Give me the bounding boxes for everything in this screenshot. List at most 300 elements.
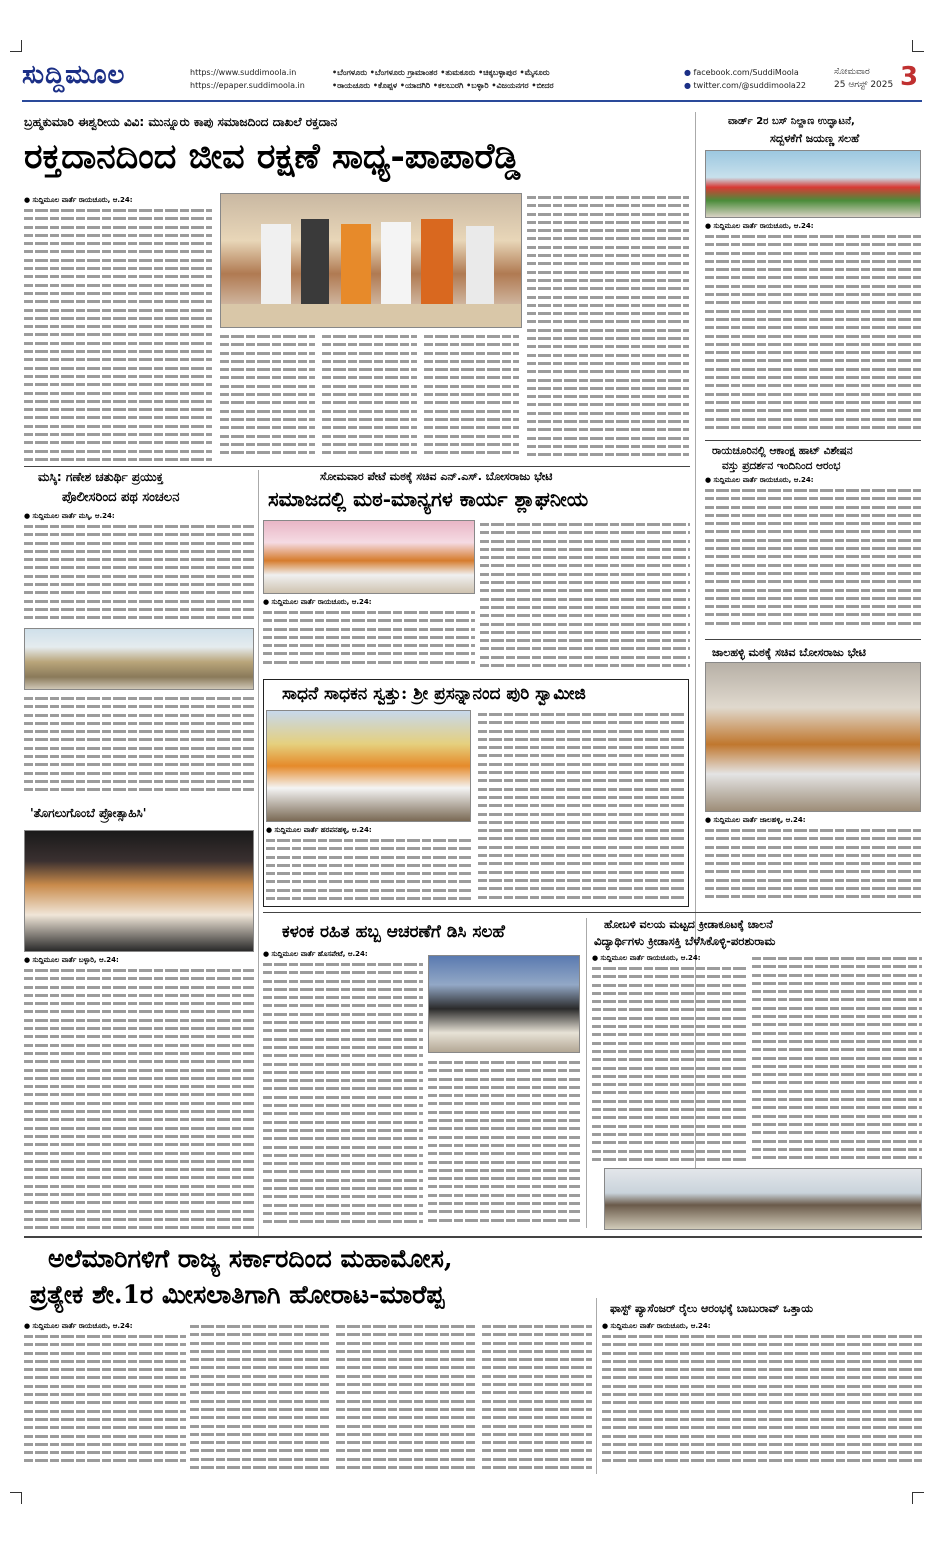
text-line bbox=[24, 580, 254, 588]
text-line bbox=[428, 1066, 580, 1074]
epaper-url[interactable]: https://epaper.suddimoola.in bbox=[190, 81, 305, 90]
puppet-photo bbox=[24, 830, 254, 952]
text-line bbox=[24, 999, 254, 1007]
text-line bbox=[24, 1132, 254, 1140]
text-line bbox=[263, 1068, 423, 1076]
text-line bbox=[527, 450, 689, 458]
text-line bbox=[602, 1332, 922, 1340]
text-line bbox=[24, 256, 212, 264]
text-line bbox=[24, 1340, 186, 1348]
website-links bbox=[190, 66, 305, 92]
text-line bbox=[24, 430, 212, 438]
text-line bbox=[592, 1005, 747, 1013]
text-line bbox=[24, 239, 212, 247]
text-line bbox=[263, 1101, 423, 1109]
text-line bbox=[592, 1130, 747, 1138]
text-line bbox=[190, 1413, 330, 1421]
text-line bbox=[752, 1045, 922, 1053]
jalahalli-body bbox=[705, 826, 921, 904]
text-line bbox=[602, 1340, 922, 1348]
text-line bbox=[266, 877, 471, 885]
text-line bbox=[705, 834, 921, 842]
text-line bbox=[602, 1349, 922, 1357]
text-line bbox=[428, 1191, 580, 1199]
page-number: 3 bbox=[900, 62, 919, 92]
text-line bbox=[336, 1430, 476, 1438]
text-line bbox=[752, 1062, 922, 1070]
text-line bbox=[480, 586, 690, 594]
bus-stop-photo bbox=[705, 150, 921, 218]
lead-headline: ರಕ್ತದಾನದಿಂದ ಜೀವ ರಕ್ಷಣೆ ಸಾಧ್ಯ-ಪಾಪಾರೆಡ್ಡಿ bbox=[24, 136, 521, 177]
text-line bbox=[263, 968, 423, 976]
text-line bbox=[263, 985, 423, 993]
text-line bbox=[478, 876, 686, 884]
text-line bbox=[24, 1432, 186, 1440]
text-line bbox=[527, 268, 689, 276]
swamiji-headline: ಸಾಧನೆ ಸಾಧಕನ ಸ್ವತ್ತು: ಶ್ರೀ ಪ್ರಸನ್ನಾನಂದ ಪುರಿ ಸ್ವಾಮೀಜಿ bbox=[282, 684, 586, 704]
text-line bbox=[705, 332, 921, 340]
text-line bbox=[480, 528, 690, 536]
bottom-body-1 bbox=[24, 1332, 186, 1472]
text-line bbox=[266, 894, 471, 902]
text-line bbox=[24, 974, 254, 982]
akanksha-body bbox=[705, 486, 921, 634]
text-line bbox=[24, 1365, 186, 1373]
date: 25 ಆಗಸ್ಟ್ 2025 bbox=[834, 80, 894, 90]
text-line bbox=[24, 1448, 186, 1456]
text-line bbox=[478, 785, 686, 793]
text-line bbox=[592, 1030, 747, 1038]
text-line bbox=[478, 818, 686, 826]
text-line bbox=[322, 340, 417, 348]
text-line bbox=[24, 572, 254, 580]
text-line bbox=[705, 423, 921, 431]
festival-body-1 bbox=[263, 960, 423, 1230]
text-line bbox=[24, 1182, 254, 1190]
text-line bbox=[602, 1448, 922, 1456]
text-line bbox=[752, 1029, 922, 1037]
text-line bbox=[24, 438, 212, 446]
text-line bbox=[705, 315, 921, 323]
text-line bbox=[24, 744, 254, 752]
text-line bbox=[24, 330, 212, 338]
text-line bbox=[527, 359, 689, 367]
text-line bbox=[482, 1405, 592, 1413]
bottom-byline: ● ಸುದ್ದಿಮೂಲ ವಾರ್ತೆ ರಾಯಚೂರು, ಆ.24: bbox=[24, 1322, 133, 1330]
text-line bbox=[24, 281, 212, 289]
text-line bbox=[705, 298, 921, 306]
text-line bbox=[592, 997, 747, 1005]
text-line bbox=[424, 407, 519, 415]
text-line bbox=[24, 455, 212, 463]
text-line bbox=[24, 1115, 254, 1123]
text-line bbox=[482, 1363, 592, 1371]
text-line bbox=[263, 1159, 423, 1167]
text-line bbox=[602, 1456, 922, 1464]
text-line bbox=[592, 1022, 747, 1030]
text-line bbox=[592, 1147, 747, 1155]
text-line bbox=[752, 1095, 922, 1103]
registration-mark bbox=[10, 40, 22, 52]
text-line bbox=[480, 603, 690, 611]
text-line bbox=[478, 768, 686, 776]
text-line bbox=[705, 365, 921, 373]
text-line bbox=[527, 309, 689, 317]
text-line bbox=[24, 983, 254, 991]
text-line bbox=[705, 594, 921, 602]
text-line bbox=[705, 859, 921, 867]
text-line bbox=[24, 214, 212, 222]
text-line bbox=[482, 1455, 592, 1463]
text-line bbox=[263, 625, 475, 633]
text-line bbox=[24, 760, 254, 768]
text-line bbox=[24, 1423, 186, 1431]
text-line bbox=[263, 977, 423, 985]
text-line bbox=[24, 1440, 186, 1448]
text-line bbox=[428, 1174, 580, 1182]
text-line bbox=[24, 306, 212, 314]
text-line bbox=[24, 1357, 186, 1365]
text-line bbox=[24, 1032, 254, 1040]
text-line bbox=[752, 1112, 922, 1120]
text-line bbox=[24, 719, 254, 727]
text-line bbox=[478, 735, 686, 743]
text-line bbox=[527, 234, 689, 242]
bottom-body-2 bbox=[190, 1322, 330, 1472]
text-line bbox=[263, 1209, 423, 1217]
text-line bbox=[602, 1382, 922, 1390]
text-line bbox=[602, 1432, 922, 1440]
text-line bbox=[24, 247, 212, 255]
text-line bbox=[478, 801, 686, 809]
lead-byline: ● ಸುದ್ದಿಮೂಲ ವಾರ್ತೆ ರಾಯಚೂರು, ಆ.24: bbox=[24, 196, 133, 204]
lead-body-col5 bbox=[527, 193, 689, 463]
jalahalli-photo bbox=[705, 662, 921, 812]
text-line bbox=[322, 357, 417, 365]
text-line bbox=[592, 972, 747, 980]
text-line bbox=[480, 578, 690, 586]
text-line bbox=[602, 1407, 922, 1415]
text-line bbox=[478, 834, 686, 842]
text-line bbox=[336, 1446, 476, 1454]
text-line bbox=[24, 1157, 254, 1165]
text-line bbox=[527, 201, 689, 209]
text-line bbox=[480, 561, 690, 569]
text-line bbox=[190, 1330, 330, 1338]
column-rule bbox=[596, 1298, 597, 1474]
text-line bbox=[424, 440, 519, 448]
lead-body-col1 bbox=[24, 206, 212, 464]
text-line bbox=[24, 613, 254, 621]
text-line bbox=[752, 954, 922, 962]
text-line bbox=[752, 1153, 922, 1161]
text-line bbox=[752, 1128, 922, 1136]
text-line bbox=[263, 1051, 423, 1059]
festival-headline: ಕಳಂಕ ರಹಿತ ಹಬ್ಬ ಆಚರಣೆಗೆ ಡಿಸಿ ಸಲಹೆ bbox=[282, 922, 505, 942]
text-line bbox=[24, 1173, 254, 1181]
text-line bbox=[24, 397, 212, 405]
text-line bbox=[482, 1463, 592, 1471]
text-line bbox=[263, 1151, 423, 1159]
text-line bbox=[24, 547, 254, 555]
puppet-body bbox=[24, 966, 254, 1234]
text-line bbox=[336, 1347, 476, 1355]
text-line bbox=[263, 1118, 423, 1126]
festival-photo bbox=[428, 955, 580, 1053]
text-line bbox=[220, 382, 315, 390]
text-line bbox=[263, 1143, 423, 1151]
text-line bbox=[527, 417, 689, 425]
text-line bbox=[220, 407, 315, 415]
text-line bbox=[482, 1380, 592, 1388]
text-line bbox=[428, 1166, 580, 1174]
text-line bbox=[24, 563, 254, 571]
facebook-icon: ● bbox=[684, 68, 691, 77]
text-line bbox=[220, 390, 315, 398]
twitter-link[interactable] bbox=[684, 79, 806, 92]
text-line bbox=[428, 1182, 580, 1190]
text-line bbox=[527, 218, 689, 226]
text-line bbox=[336, 1405, 476, 1413]
text-line bbox=[752, 979, 922, 987]
website-url[interactable]: https://www.suddimoola.in bbox=[190, 68, 297, 77]
text-line bbox=[424, 340, 519, 348]
jalahalli-headline: ಜಾಲಹಳ್ಳಿ ಮಠಕ್ಕೆ ಸಚಿವ ಬೋಸರಾಜು ಭೇಟಿ bbox=[712, 646, 866, 659]
text-line bbox=[480, 520, 690, 528]
text-line bbox=[336, 1397, 476, 1405]
text-line bbox=[478, 810, 686, 818]
text-line bbox=[24, 1456, 186, 1464]
text-line bbox=[480, 595, 690, 603]
maski-photo bbox=[24, 628, 254, 690]
text-line bbox=[424, 365, 519, 373]
text-line bbox=[705, 610, 921, 618]
text-line bbox=[705, 373, 921, 381]
text-line bbox=[705, 519, 921, 527]
bottom-headline-2: ಪ್ರತ್ಯೇಕ ಶೇ.1ರ ಮೀಸಲಾತಿಗಾಗಿ ಹೋರಾಟ-ಮಾರೆಪ್ಪ bbox=[30, 1280, 445, 1309]
facebook-link[interactable] bbox=[684, 66, 806, 79]
text-line bbox=[705, 561, 921, 569]
text-line bbox=[24, 1140, 254, 1148]
text-line bbox=[24, 389, 212, 397]
text-line bbox=[428, 1158, 580, 1166]
text-line bbox=[705, 348, 921, 356]
text-line bbox=[705, 340, 921, 348]
text-line bbox=[527, 251, 689, 259]
text-line bbox=[336, 1380, 476, 1388]
text-line bbox=[527, 334, 689, 342]
text-line bbox=[592, 989, 747, 997]
text-line bbox=[752, 962, 922, 970]
text-line bbox=[592, 1105, 747, 1113]
text-line bbox=[602, 1390, 922, 1398]
text-line bbox=[428, 1091, 580, 1099]
train-headline: ಫಾಸ್ಟ್ ಪ್ಯಾಸೆಂಜರ್ ರೈಲು ಆರಂಭಕ್ಕೆ ಬಾಬುರಾವ್ ಒತ್ತಾಯ bbox=[610, 1302, 814, 1315]
text-line bbox=[263, 1184, 423, 1192]
text-line bbox=[24, 372, 212, 380]
text-line bbox=[24, 1190, 254, 1198]
text-line bbox=[527, 425, 689, 433]
text-line bbox=[592, 1080, 747, 1088]
divider bbox=[24, 466, 690, 467]
text-line bbox=[24, 1373, 186, 1381]
festival-byline: ● ಸುದ್ದಿಮೂಲ ವಾರ್ತೆ ಹೊಸಪೇಟೆ, ಆ.24: bbox=[263, 950, 368, 958]
text-line bbox=[263, 1134, 423, 1142]
divider bbox=[263, 912, 921, 913]
text-line bbox=[24, 1223, 254, 1231]
day: ಸೋಮವಾರ bbox=[834, 67, 870, 77]
text-line bbox=[24, 405, 212, 413]
train-body bbox=[602, 1332, 922, 1472]
text-line bbox=[705, 536, 921, 544]
text-line bbox=[527, 392, 689, 400]
swamiji-body-1 bbox=[266, 836, 471, 904]
text-line bbox=[480, 611, 690, 619]
text-line bbox=[220, 448, 315, 456]
text-line bbox=[190, 1430, 330, 1438]
text-line bbox=[24, 1207, 254, 1215]
cities-line-2: •ರಾಯಚೂರು •ಕೊಪ್ಪಳ •ಯಾದಗಿರಿ •ಕಲಬುರಗಿ •ಬಳ್ಳಾರಿ •ವಿಜಯನಗರ •ಬೀದರ bbox=[332, 81, 554, 90]
text-line bbox=[482, 1388, 592, 1396]
text-line bbox=[705, 569, 921, 577]
text-line bbox=[527, 243, 689, 251]
text-line bbox=[336, 1455, 476, 1463]
text-line bbox=[263, 633, 475, 641]
lead-photo bbox=[220, 193, 522, 328]
text-line bbox=[24, 1332, 186, 1340]
text-line bbox=[478, 718, 686, 726]
text-line bbox=[428, 1099, 580, 1107]
text-line bbox=[705, 876, 921, 884]
text-line bbox=[752, 1145, 922, 1153]
text-line bbox=[602, 1440, 922, 1448]
text-line bbox=[24, 752, 254, 760]
text-line bbox=[480, 553, 690, 561]
text-line bbox=[478, 760, 686, 768]
mutt-body-2 bbox=[480, 520, 690, 675]
text-line bbox=[527, 210, 689, 218]
text-line bbox=[752, 1120, 922, 1128]
text-line bbox=[602, 1398, 922, 1406]
mutt-kicker: ಸೋಮವಾರ ಪೇಟೆ ಮಠಕ್ಕೆ ಸಚಿವ ಎನ್.ಎಸ್. ಬೋಸರಾಜು ಭೇಟಿ bbox=[320, 470, 553, 483]
puppet-byline: ● ಸುದ್ದಿಮೂಲ ವಾರ್ತೆ ಬಳ್ಳಾರಿ, ಆ.24: bbox=[24, 956, 119, 964]
text-line bbox=[428, 1141, 580, 1149]
cities-line-1: •ಬೆಂಗಳೂರು •ಬೆಂಗಳೂರು ಗ್ರಾಮಾಂತರ •ತುಮಕೂರು •ಚಿಕ್ಕಬಳ್ಳಾಪುರ •ಮೈಸೂರು bbox=[332, 68, 550, 77]
text-line bbox=[24, 413, 212, 421]
text-line bbox=[480, 644, 690, 652]
text-line bbox=[220, 423, 315, 431]
text-line bbox=[336, 1339, 476, 1347]
text-line bbox=[705, 892, 921, 900]
text-line bbox=[220, 340, 315, 348]
newspaper-logo: ಸುದ್ದಿಮೂಲ bbox=[22, 60, 126, 90]
text-line bbox=[336, 1438, 476, 1446]
text-line bbox=[263, 1018, 423, 1026]
text-line bbox=[705, 390, 921, 398]
text-line bbox=[424, 332, 519, 340]
text-line bbox=[24, 1149, 254, 1157]
text-line bbox=[428, 1149, 580, 1157]
text-line bbox=[527, 259, 689, 267]
text-line bbox=[480, 570, 690, 578]
text-line bbox=[24, 1007, 254, 1015]
text-line bbox=[24, 1041, 254, 1049]
text-line bbox=[428, 1207, 580, 1215]
text-line bbox=[322, 390, 417, 398]
text-line bbox=[190, 1397, 330, 1405]
text-line bbox=[24, 588, 254, 596]
text-line bbox=[24, 702, 254, 710]
text-line bbox=[24, 1215, 254, 1223]
text-line bbox=[263, 1035, 423, 1043]
text-line bbox=[705, 602, 921, 610]
text-line bbox=[24, 966, 254, 974]
text-line bbox=[263, 1001, 423, 1009]
text-line bbox=[705, 282, 921, 290]
text-line bbox=[24, 1099, 254, 1107]
text-line bbox=[263, 658, 475, 666]
text-line bbox=[705, 265, 921, 273]
text-line bbox=[428, 1124, 580, 1132]
text-line bbox=[424, 415, 519, 423]
text-line bbox=[602, 1423, 922, 1431]
text-line bbox=[424, 349, 519, 357]
text-line bbox=[24, 694, 254, 702]
text-line bbox=[705, 867, 921, 875]
bottom-body-3 bbox=[336, 1322, 476, 1472]
right1-byline: ● ಸುದ್ದಿಮೂಲ ವಾರ್ತೆ ರಾಯಚೂರು, ಆ.24: bbox=[705, 222, 814, 230]
text-line bbox=[705, 398, 921, 406]
text-line bbox=[705, 273, 921, 281]
text-line bbox=[263, 1176, 423, 1184]
text-line bbox=[190, 1372, 330, 1380]
text-line bbox=[266, 861, 471, 869]
mutt-byline: ● ಸುದ್ದಿಮೂಲ ವಾರ್ತೆ ರಾಯಚೂರು, ಆ.24: bbox=[263, 598, 372, 606]
text-line bbox=[24, 530, 254, 538]
text-line bbox=[482, 1413, 592, 1421]
bottom-headline-1: ಅಲೆಮಾರಿಗಳಿಗೆ ರಾಜ್ಯ ಸರ್ಕಾರದಿಂದ ಮಹಾಮೋಸ, bbox=[48, 1244, 453, 1273]
text-line bbox=[705, 527, 921, 535]
text-line bbox=[752, 1137, 922, 1145]
text-line bbox=[478, 727, 686, 735]
text-line bbox=[527, 376, 689, 384]
text-line bbox=[592, 1088, 747, 1096]
text-line bbox=[24, 991, 254, 999]
text-line bbox=[24, 289, 212, 297]
text-line bbox=[24, 231, 212, 239]
text-line bbox=[24, 785, 254, 793]
text-line bbox=[527, 434, 689, 442]
text-line bbox=[478, 884, 686, 892]
text-line bbox=[263, 1010, 423, 1018]
text-line bbox=[266, 844, 471, 852]
text-line bbox=[527, 326, 689, 334]
text-line bbox=[190, 1438, 330, 1446]
text-line bbox=[322, 382, 417, 390]
text-line bbox=[705, 511, 921, 519]
text-line bbox=[527, 276, 689, 284]
text-line bbox=[24, 223, 212, 231]
text-line bbox=[592, 1122, 747, 1130]
text-line bbox=[190, 1388, 330, 1396]
text-line bbox=[336, 1355, 476, 1363]
text-line bbox=[24, 605, 254, 613]
text-line bbox=[602, 1373, 922, 1381]
text-line bbox=[24, 1074, 254, 1082]
text-line bbox=[263, 616, 475, 624]
sports-byline: ● ಸುದ್ದಿಮೂಲ ವಾರ್ತೆ ರಾಯಚೂರು, ಆ.24: bbox=[592, 954, 701, 962]
text-line bbox=[24, 777, 254, 785]
